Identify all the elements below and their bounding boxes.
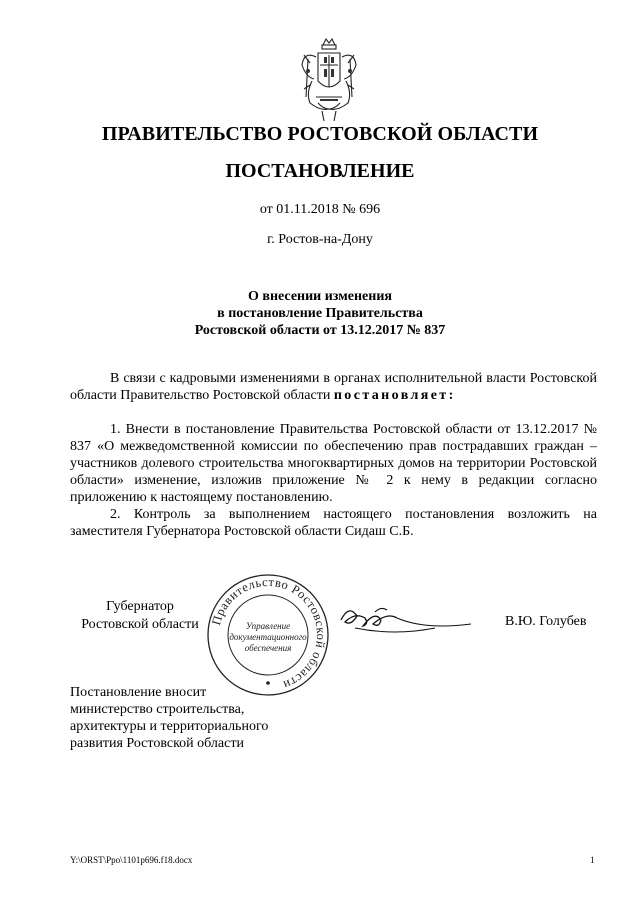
signatory-title-line: Ростовской области xyxy=(81,617,199,632)
coat-of-arms-emblem-icon xyxy=(296,37,362,123)
stamp-inner-line: обеспечения xyxy=(244,643,292,653)
note-line: архитектуры и территориального xyxy=(70,719,269,734)
stamp-inner-line: Управление xyxy=(245,621,291,631)
intro-paragraph xyxy=(70,370,597,404)
document-type-title: ПОСТАНОВЛЕНИЕ xyxy=(225,160,415,182)
document-body xyxy=(70,370,597,540)
signatory-name: В.Ю. Голубев xyxy=(505,614,587,629)
official-stamp xyxy=(206,573,330,697)
subject-line: О внесении изменения xyxy=(248,289,392,304)
organization-title: ПРАВИТЕЛЬСТВО РОСТОВСКОЙ ОБЛАСТИ xyxy=(101,123,539,145)
note-line: Постановление вносит xyxy=(70,685,207,700)
signatory-title-line: Губернатор xyxy=(106,599,174,614)
resolves-word: постановляет: xyxy=(333,388,456,403)
submitter-note xyxy=(70,684,330,752)
subject-line: Ростовской области от 13.12.2017 № 837 xyxy=(194,323,446,338)
document-date-number: от 01.11.2018 № 696 xyxy=(259,202,381,217)
footer-file-path: Y:\ORST\Ppo\1101p696.f18.docx xyxy=(70,855,193,865)
document-city: г. Ростов-на-Дону xyxy=(267,232,373,247)
note-line: развития Ростовской области xyxy=(70,736,244,751)
stamp-ring-text: Правительство Ростовской области xyxy=(209,574,329,693)
footer-page-number: 1 xyxy=(590,855,595,865)
signatory-title xyxy=(70,598,210,634)
paragraph-item-2: 2. Контроль за выполнением настоящего постановления возложить на заместителя Губернатора Ростовской области Сидаш С.Б. xyxy=(70,507,597,539)
paragraph-item-1: 1. Внести в постановление Правительства Ростовской области от 13.12.2017 № 837 «О межведомственной комиссии по обеспечению прав пострадавших граждан – участников долевого строительства многоквартирных домов на территории Ростовской области» изменение, изложив приложение № 2 к нему в редакции согласно приложению к настоящему постановлению. xyxy=(70,422,597,505)
note-line: министерство строительства, xyxy=(70,702,245,717)
stamp-inner-line: документационного xyxy=(229,632,307,642)
intro-text: В связи с кадровыми изменениями в органах исполнительной власти Ростовской области Правительство Ростовской области xyxy=(70,371,597,403)
subject-line: в постановление Правительства xyxy=(217,306,423,321)
document-subject xyxy=(0,288,640,339)
handwritten-signature xyxy=(335,598,475,638)
